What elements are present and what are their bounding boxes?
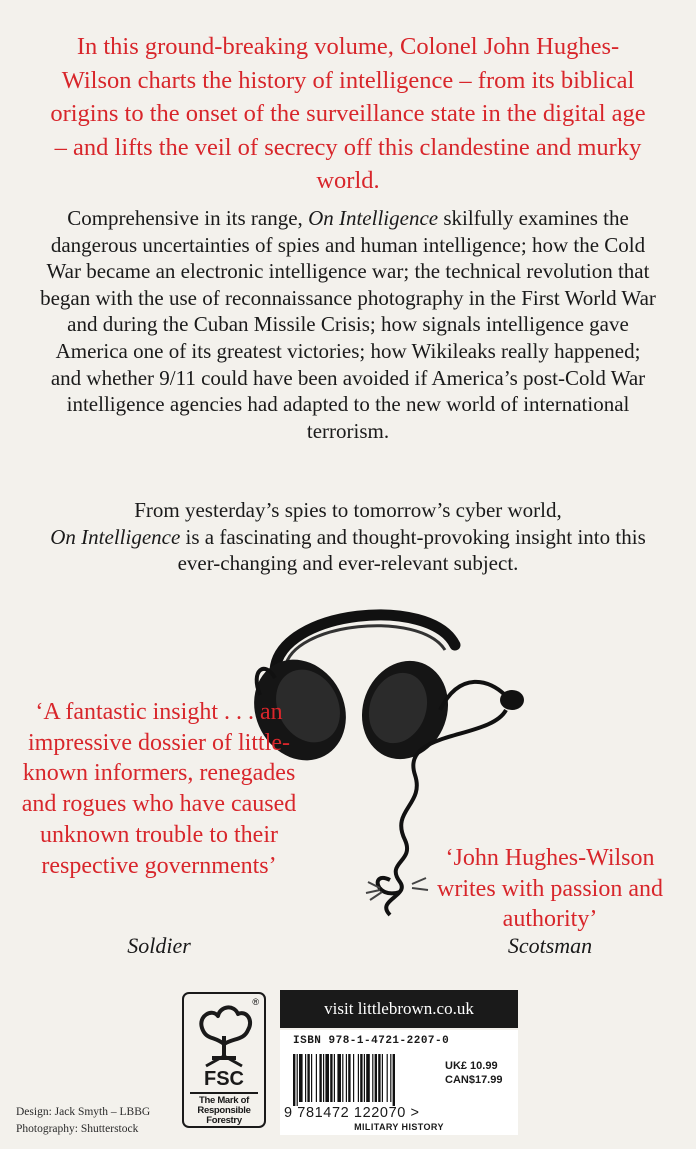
barcode-bar xyxy=(393,1054,395,1106)
barcode-bar xyxy=(348,1054,350,1102)
publisher-url: visit littlebrown.co.uk xyxy=(280,990,518,1028)
barcode-bar xyxy=(390,1054,391,1102)
body-blurb-prefix: Comprehensive in its range, xyxy=(67,206,309,230)
fsc-tree-logo xyxy=(184,996,264,1070)
barcode-bar xyxy=(337,1054,341,1102)
credit-design: Design: Jack Smyth – LBBG xyxy=(16,1106,151,1118)
lead-blurb: In this ground-breaking volume, Colonel John Hughes-Wilson charts the history of intelligence – from its biblical origins to the onset of the surveillance state in the digital age – and lifts the veil of secrecy off this clandestine and murky world. xyxy=(50,33,646,194)
barcode-bar xyxy=(319,1054,321,1102)
barcode-bar xyxy=(307,1054,309,1102)
credits xyxy=(16,1104,186,1138)
barcode-bar xyxy=(325,1054,329,1102)
closing-blurb-line1: From yesterday’s spies to tomorrow’s cyber world, xyxy=(134,498,562,522)
closing-blurb-rest: is a fascinating and thought-provoking insight into this ever-changing and ever-relevant subject. xyxy=(177,524,646,576)
barcode-bar xyxy=(311,1054,312,1102)
barcode-bar xyxy=(293,1054,295,1106)
barcode-panel xyxy=(280,1030,518,1135)
body-blurb-rest: skilfully examines the dangerous uncertainties of spies and human intelligence; how the Cold War became an electronic intelligence war; the technical revolution that began with the use of reconnaissance photography in the First World War and during the Cuban Missile Crisis; how signals intelligence gave America one of its greatest victories; how Wikileaks really happened; and whether 9/11 could have been avoided if America’s post-Cold War intelligence agencies had adapted to the new world of international terrorism. xyxy=(40,206,656,443)
barcode-bar xyxy=(375,1054,377,1102)
quote-source-scotsman: Scotsman xyxy=(507,933,593,958)
credit-photography: Photography: Shutterstock xyxy=(16,1123,139,1135)
quote-soldier: ‘A fantastic insight . . . an impressive dossier of little-known informers, renegades and rogues who have caused unknown trouble to their respective governments’ xyxy=(21,699,297,879)
barcode-bar xyxy=(372,1054,373,1102)
price-block xyxy=(445,1059,502,1087)
quote-source-soldier: Soldier xyxy=(127,933,191,958)
barcode-bar xyxy=(364,1054,365,1102)
barcode-digits: 9 781472 122070 > xyxy=(284,1105,420,1121)
barcode-bar xyxy=(358,1054,359,1102)
quote-scotsman: ‘John Hughes-Wilson writes with passion and authority’ xyxy=(437,845,663,933)
barcode-bar xyxy=(342,1054,343,1102)
barcode-bar xyxy=(382,1054,383,1102)
price-uk: UK£ 10.99 xyxy=(445,1060,498,1072)
body-blurb-title: On Intelligence xyxy=(308,206,439,230)
closing-blurb xyxy=(38,497,658,577)
barcode-bar xyxy=(305,1054,306,1102)
barcode-bar xyxy=(299,1054,303,1102)
body-blurb xyxy=(38,205,658,444)
barcode-bar xyxy=(330,1054,332,1102)
barcode-bar xyxy=(334,1054,335,1102)
barcode-bar xyxy=(378,1054,380,1102)
fsc-divider xyxy=(190,1092,258,1094)
barcode-bar xyxy=(297,1054,298,1106)
isbn-barcode xyxy=(293,1054,441,1106)
barcode-bar xyxy=(316,1054,317,1102)
price-can: CAN$17.99 xyxy=(445,1074,503,1086)
barcode-bar xyxy=(366,1054,370,1102)
fsc-tagline: The Mark of Responsible Forestry xyxy=(197,1095,251,1126)
closing-blurb-title: On Intelligence xyxy=(50,524,181,549)
barcode-bar xyxy=(323,1054,324,1102)
barcode-bar xyxy=(387,1054,388,1102)
fsc-registered-mark: ® xyxy=(252,997,259,1007)
isbn-number: ISBN 978-1-4721-2207-0 xyxy=(293,1035,450,1047)
barcode-bar xyxy=(346,1054,347,1102)
category-label: MILITARY HISTORY xyxy=(354,1122,444,1132)
fsc-badge xyxy=(182,992,266,1128)
fsc-logo-text: FSC xyxy=(204,1068,244,1090)
barcode-bar xyxy=(360,1054,362,1102)
barcode-bar xyxy=(353,1054,354,1102)
